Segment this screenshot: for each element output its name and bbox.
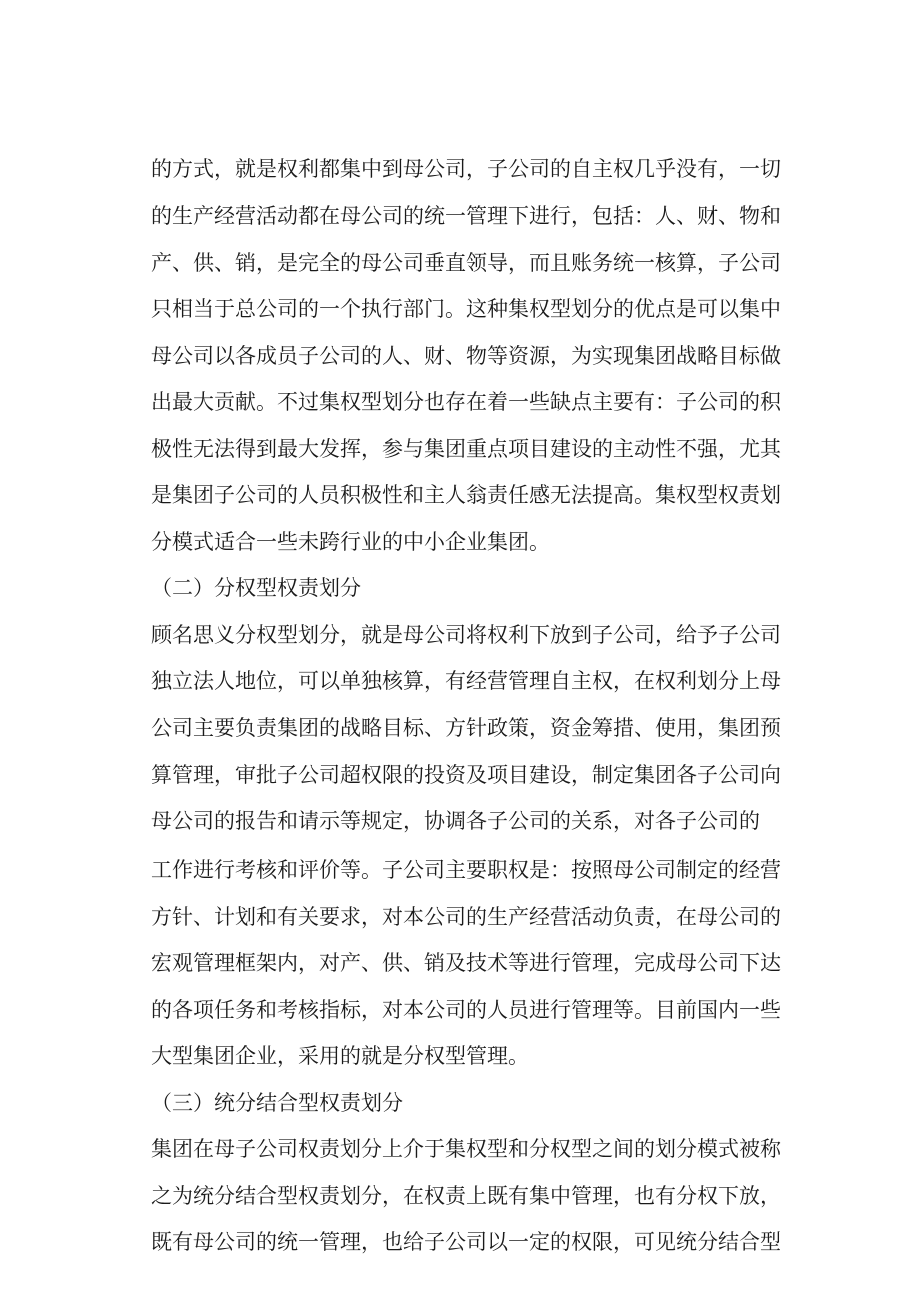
paragraph-2-line-6: 工作进行考核和评价等。子公司主要职权是：按照母公司制定的经营 bbox=[151, 858, 781, 882]
paragraph-2-line-3: 公司主要负责集团的战略目标、方针政策，资金筹措、使用，集团预 bbox=[151, 716, 781, 740]
paragraph-2-line-5: 母公司的报告和请示等规定，协调各子公司的关系，对各子公司的 bbox=[151, 809, 760, 833]
section-heading-3: （三）统分结合型权责划分 bbox=[151, 1091, 403, 1115]
paragraph-1-line-2: 的生产经营活动都在母公司的统一管理下进行，包括：人、财、物和 bbox=[151, 204, 781, 228]
paragraph-1-line-8: 是集团子公司的人员积极性和主人翁责任感无法提高。集权型权责划 bbox=[151, 483, 781, 507]
paragraph-1-line-9: 分模式适合一些未跨行业的中小企业集团。 bbox=[151, 530, 550, 554]
paragraph-1-line-6: 出最大贡献。不过集权型划分也存在着一些缺点主要有：子公司的积 bbox=[151, 390, 781, 414]
paragraph-2-line-2: 独立法人地位，可以单独核算，有经营管理自主权，在权利划分上母 bbox=[151, 669, 781, 693]
paragraph-2-line-7: 方针、计划和有关要求，对本公司的生产经营活动负责，在母公司的 bbox=[151, 905, 781, 929]
section-heading-2: （二）分权型权责划分 bbox=[151, 576, 361, 600]
paragraph-2-line-1: 顾名思义分权型划分，就是母公司将权利下放到子公司，给予子公司 bbox=[151, 623, 781, 647]
paragraph-2-line-10: 大型集团企业，采用的就是分权型管理。 bbox=[151, 1044, 529, 1068]
paragraph-3-line-2: 之为统分结合型权责划分，在权责上既有集中管理，也有分权下放， bbox=[151, 1184, 781, 1208]
paragraph-3-line-3: 既有母公司的统一管理，也给子公司以一定的权限，可见统分结合型 bbox=[151, 1230, 781, 1254]
paragraph-2-line-8: 宏观管理框架内，对产、供、销及技术等进行管理，完成母公司下达 bbox=[151, 951, 781, 975]
paragraph-2-line-4: 算管理，审批子公司超权限的投资及项目建设，制定集团各子公司向 bbox=[151, 763, 781, 787]
paragraph-1-line-4: 只相当于总公司的一个执行部门。这种集权型划分的优点是可以集中 bbox=[151, 297, 781, 321]
paragraph-2-line-9: 的各项任务和考核指标，对本公司的人员进行管理等。目前国内一些 bbox=[151, 998, 781, 1022]
paragraph-1-line-5: 母公司以各成员子公司的人、财、物等资源，为实现集团战略目标做 bbox=[151, 344, 781, 368]
paragraph-1-line-3: 产、供、销，是完全的母公司垂直领导，而且账务统一核算，子公司 bbox=[151, 251, 781, 275]
paragraph-1-line-1: 的方式，就是权利都集中到母公司，子公司的自主权几乎没有，一切 bbox=[151, 157, 781, 181]
paragraph-3-line-1: 集团在母子公司权责划分上介于集权型和分权型之间的划分模式被称 bbox=[151, 1137, 781, 1161]
paragraph-1-line-7: 极性无法得到最大发挥，参与集团重点项目建设的主动性不强，尤其 bbox=[151, 437, 781, 461]
